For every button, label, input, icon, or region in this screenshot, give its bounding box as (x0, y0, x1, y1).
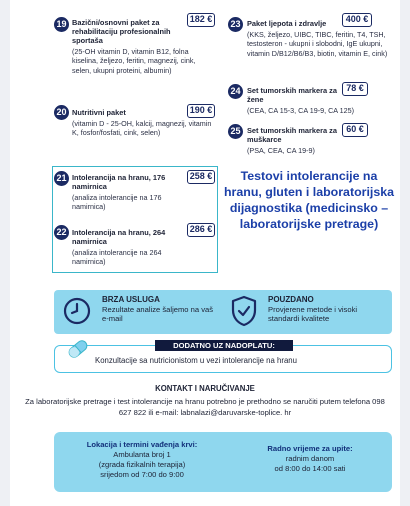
package-title: Intolerancija na hranu, 264 namirnica (72, 228, 166, 247)
package-number: 20 (54, 105, 69, 120)
working-hours-heading: Radno vrijeme za upite: (267, 444, 353, 453)
package-description: (analiza intolerancije na 176 namirnica) (72, 193, 162, 212)
feature-reliable-text: Provjerene metode i visoki standardi kvalitete (268, 305, 358, 324)
package-price: 190 € (187, 104, 215, 118)
shield-check-icon (230, 295, 258, 332)
package-description: (KKS, željezo, UIBC, TIBC, feritin, T4, TSH, testosteron - ukupni i slobodni, IgE ukupni, vitamin D/B12/B6/B3, biotin, vitamin E, cink) (247, 30, 388, 58)
package-title: Set tumorskih markera za muškarce (247, 126, 337, 145)
addon-box (54, 341, 392, 373)
info-box (54, 432, 392, 492)
blood-draw-heading: Lokacija i termini vađenja krvi: (86, 440, 198, 449)
package-description: (analiza intolerancije na 264 namirnica) (72, 248, 162, 267)
working-hours-line: od 8:00 do 14:00 sati (274, 464, 346, 473)
feature-fast-text: Rezultate analize šaljemo na vaš e-mail (102, 305, 214, 324)
package-price: 400 € (342, 13, 372, 27)
package-price: 60 € (342, 123, 368, 137)
working-hours-line: radnim danom (285, 454, 335, 463)
package-title: Nutritivni paket (72, 108, 126, 117)
package-number: 19 (54, 17, 69, 32)
package-title: Paket ljepota i zdravlje (247, 19, 327, 28)
addon-label: DODATNO UZ NADOPLATU: (155, 340, 293, 351)
package-title: Bazični/osnovni paket za rehabilitaciju profesionalnih sportaša (72, 18, 171, 46)
package-number: 24 (228, 84, 243, 99)
blood-draw-line: srijedom od 7:00 do 9:00 (100, 470, 184, 479)
package-price: 182 € (187, 13, 215, 27)
package-description: (CEA, CA 15-3, CA 19-9, CA 125) (247, 106, 355, 115)
package-number: 25 (228, 124, 243, 139)
package-price: 78 € (342, 82, 368, 96)
package-title: Intolerancija na hranu, 176 namirnica (72, 173, 166, 192)
package-number: 22 (54, 225, 69, 240)
addon-text: Konzultacije sa nutricionistom u vezi intolerancije na hranu (95, 356, 297, 365)
package-price: 258 € (187, 170, 215, 184)
feature-reliable-title: POUZDANO (268, 295, 314, 304)
feature-fast-title: BRZA USLUGA (102, 295, 160, 304)
package-description: (PSA, CEA, CA 19-9) (247, 146, 315, 155)
package-number: 23 (228, 17, 243, 32)
pill-icon (65, 336, 91, 367)
package-title: Set tumorskih markera za žene (247, 86, 337, 105)
clock-icon (62, 296, 92, 331)
working-hours-info (240, 444, 380, 474)
contact-heading: KONTAKT I NARUČIVANJE (155, 384, 255, 393)
intolerance-promo-title: Testovi intolerancije na hranu, gluten i laboratorijska dijagnostika (medicinsko – laboratorijske pretrage) (223, 169, 395, 231)
package-price: 286 € (187, 223, 215, 237)
features-band (54, 290, 392, 334)
package-description: (25-OH vitamin D, vitamin B12, folna kiselina, željezo, feritin, magnezij, cink, selen, ukupni proteini, albumin) (72, 47, 196, 75)
blood-draw-line: (zgrada fizikalnih terapija) (98, 460, 186, 469)
price-list-page (10, 0, 400, 506)
package-description: (vitamin D - 25-OH, kalcij, magnezij, vitamin K, fosfor/fosfati, cink, selen) (72, 119, 212, 138)
package-number: 21 (54, 171, 69, 186)
contact-text: Za laboratorijske pretrage i test intolerancije na hranu potrebno je prethodno se naručiti putem telefona 098 627 822 ili e-mail: labnalazi@daruvarske-toplice. hr (25, 397, 385, 417)
blood-draw-line: Ambulanta broj 1 (113, 450, 171, 459)
blood-draw-info (68, 440, 216, 480)
